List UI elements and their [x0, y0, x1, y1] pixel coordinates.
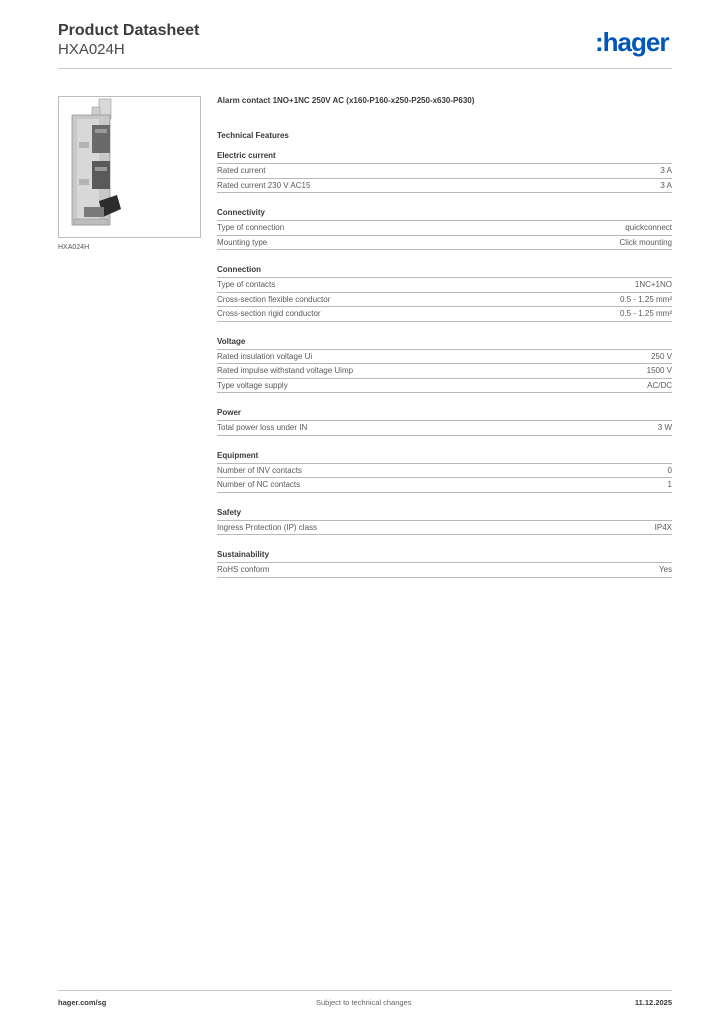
image-caption: HXA024H — [58, 244, 90, 251]
spec-section — [217, 507, 672, 536]
spec-value: 3 W — [657, 423, 672, 432]
section-heading: Connection — [217, 264, 672, 278]
section-heading: Sustainability — [217, 549, 672, 563]
product-picture — [59, 97, 200, 237]
footer-website: hager.com/sg — [58, 998, 107, 1007]
spec-row — [217, 364, 672, 379]
footer-notice: Subject to technical changes — [316, 998, 412, 1007]
footer-date: 11.12.2025 — [634, 998, 672, 1007]
spec-label: Mounting type — [217, 237, 268, 247]
section-heading: Connectivity — [217, 207, 672, 221]
hager-logo — [595, 27, 675, 59]
spec-value: 1 — [667, 480, 672, 489]
spec-row — [217, 164, 672, 179]
spec-row — [217, 221, 672, 236]
spec-label: RoHS conform — [217, 565, 270, 574]
product-image — [58, 96, 201, 238]
spec-value: IP4X — [654, 522, 672, 532]
spec-value: 1500 V — [646, 366, 672, 375]
spec-label: Ingress Protection (IP) class — [217, 522, 318, 532]
spec-row — [217, 421, 672, 436]
spec-section — [217, 407, 672, 436]
section-heading: Voltage — [217, 336, 672, 350]
spec-label: Type voltage supply — [217, 380, 288, 390]
spec-row — [217, 478, 672, 493]
spec-value: Click mounting — [619, 237, 672, 247]
spec-row — [217, 563, 672, 578]
spec-label: Cross-section flexible conductor — [217, 294, 331, 304]
spec-value: 3 A — [660, 180, 672, 190]
spec-row — [217, 521, 672, 536]
spec-row — [217, 236, 672, 251]
spec-value: 1NC+1NO — [634, 280, 672, 289]
footer-divider — [58, 990, 672, 991]
header-divider — [58, 68, 672, 69]
spec-label: Rated impulse withstand voltage Uimp — [217, 366, 354, 375]
logo-text: :hager — [595, 27, 669, 57]
spec-section — [217, 549, 672, 578]
spec-value: Yes — [658, 565, 672, 574]
spec-value: 3 A — [660, 166, 672, 175]
spec-row — [217, 350, 672, 365]
spec-label: Cross-section rigid conductor — [217, 309, 321, 318]
technical-features-heading: Technical Features — [217, 131, 289, 140]
product-code: HXA024H — [58, 41, 125, 58]
section-heading: Equipment — [217, 450, 672, 464]
spec-value: quickconnect — [625, 223, 672, 232]
spec-label: Rated current — [217, 166, 266, 175]
section-heading: Power — [217, 407, 672, 421]
spec-value: AC/DC — [647, 380, 672, 390]
spec-section — [217, 336, 672, 394]
spec-label: Rated current 230 V AC15 — [217, 180, 311, 190]
spec-label: Type of connection — [217, 223, 285, 232]
product-title: Alarm contact 1NO+1NC 250V AC (x160-P160-x250-P250-x630-P630) — [217, 96, 475, 105]
spec-section — [217, 150, 672, 193]
spec-value: 250 V — [651, 351, 672, 361]
section-heading: Safety — [217, 507, 672, 521]
spec-value: 0.5 - 1.25 mm² — [619, 309, 672, 318]
spec-row — [217, 293, 672, 308]
spec-label: Total power loss under IN — [217, 423, 308, 432]
spec-label: Type of contacts — [217, 280, 276, 289]
spec-sections — [217, 150, 672, 578]
spec-row — [217, 179, 672, 194]
page-title: Product Datasheet — [58, 22, 200, 39]
spec-label: Rated insulation voltage Ui — [217, 351, 313, 361]
spec-label: Number of NC contacts — [217, 480, 301, 489]
spec-row — [217, 307, 672, 322]
spec-row — [217, 278, 672, 293]
section-heading: Electric current — [217, 150, 672, 164]
spec-section — [217, 264, 672, 322]
spec-value: 0.5 - 1.25 mm² — [619, 294, 672, 304]
spec-row — [217, 379, 672, 394]
spec-row — [217, 464, 672, 479]
spec-section — [217, 450, 672, 493]
specification-panel — [217, 95, 672, 578]
spec-label: Number of INV contacts — [217, 465, 302, 475]
spec-value: 0 — [667, 465, 672, 475]
spec-section — [217, 207, 672, 250]
